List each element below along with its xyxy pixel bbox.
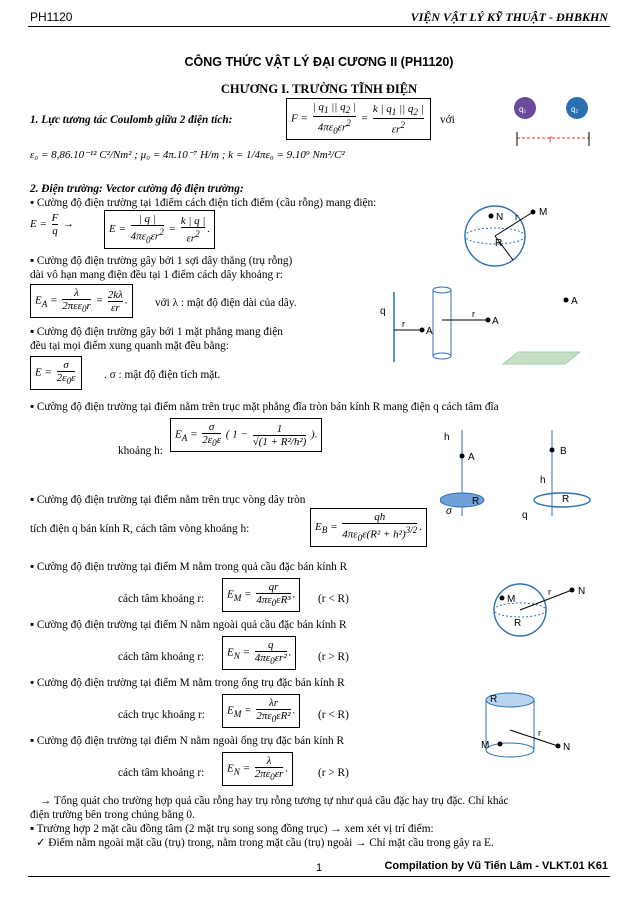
r-label-sphere: r — [515, 212, 518, 222]
cyl-in-cond: (r < R) — [318, 709, 349, 721]
plane-formula: E = $\frac{\sigma}{2\varepsilon_0\varepsilon}$ — [30, 356, 82, 390]
bullet-cyl-in: ▪ Cường độ điện trường tại điểm M nằm trong ống trụ đặc bán kính R — [30, 677, 345, 689]
bullet-sphere-in: ▪ Cường độ điện trường tại điểm M nằm trong quả cầu đặc bán kính R — [30, 561, 348, 573]
point-charge-formula: E = $\frac{| q |}{4\pi\varepsilon_0\varepsilon r^2}$ = $\frac{k | q |}{\varepsilon r^2}$ . — [104, 210, 215, 249]
line-charge-formula: $E_A$ = $\frac{\lambda}{2\pi\varepsilon\varepsilon_0r}$ = $\frac{2k\lambda}{\varepsilon r}$ . — [30, 284, 133, 318]
page-number: 1 — [315, 862, 323, 874]
h-label-disk: h — [444, 432, 450, 443]
q2-label: q₂ — [571, 105, 579, 114]
h-label-ring: h — [540, 475, 546, 486]
disk-formula: $E_A$ = $\frac{\sigma}{2\varepsilon_0\varepsilon}$ ( 1 − $\frac{1}{\text{√(1 + R²/h²)}}$ ). — [170, 418, 322, 452]
sphere-out-r: cách tâm khoảng r: — [118, 651, 205, 663]
bullet-plane: ▪ Cường độ điện trường gây bởi 1 mặt phẳng mang điện — [30, 326, 283, 338]
M-label-cyl: M — [481, 740, 490, 751]
sphere-in-formula: $E_M$ = $\frac{qr}{4\pi\varepsilon_0\varepsilon R^3}$ . — [222, 578, 300, 612]
solid-sphere-diagram — [490, 580, 590, 640]
general-note-3: ▪ Trường hợp 2 mặt cầu đồng tâm (2 mặt trụ song song đồng trục) → xem xét vị trí điểm: — [30, 823, 434, 835]
constants-line: ε₀ = 8,86.10⁻¹² C²/Nm² ; μ₀ = 4π.10⁻⁷ H/m ; k = 1/4πε₀ = 9.10⁹ Nm²/C² — [30, 149, 345, 161]
q-label-ring: q — [522, 510, 528, 520]
cyl-out-r: cách tâm khoảng r: — [118, 767, 205, 779]
sphere-out-formula: $E_N$ = $\frac{q}{4\pi\varepsilon_0\varepsilon r^2}$ . — [222, 636, 296, 670]
r-label-cyl: r — [472, 309, 475, 319]
N-label: N — [496, 212, 504, 223]
section-1-heading: 1. Lực tương tác Coulomb giữa 2 điện tích: — [30, 114, 233, 126]
sphere-in-cond: (r < R) — [318, 593, 349, 605]
q-label-line: q — [380, 306, 386, 317]
A-label-line: A — [426, 326, 433, 337]
R-label-solid: R — [514, 618, 522, 629]
general-note-2: điện trường bên trong chúng bằng 0. — [30, 809, 195, 821]
sigma-label: σ — [446, 506, 453, 517]
cyl-out-cond: (r > R) — [318, 767, 349, 779]
bullet-plane-2: đều tại mọi điểm xung quanh mặt đều bằng: — [30, 340, 229, 352]
chapter-title: CHƯƠNG I. TRƯỜNG TĨNH ĐIỆN — [220, 82, 418, 96]
with-word: với — [440, 114, 455, 126]
ring-formula: $E_B$ = $\frac{qh}{4\pi\varepsilon_0\varepsilon(R^2 + h^2)^{3/2}}$ . — [310, 508, 427, 547]
cyl-in-r: cách trục khoảng r: — [118, 709, 205, 721]
footer-divider — [28, 876, 610, 877]
bullet-disk: ▪ Cường độ điện trường tại điểm nằm trên trục mặt phẳng đĩa tròn bán kính R mang điện q cách tâm đĩa — [30, 401, 499, 413]
header-institute: VIỆN VẬT LÝ KỸ THUẬT - ĐHBKHN — [410, 10, 608, 24]
A-label-disk: A — [468, 452, 475, 463]
R-label-disk: R — [472, 496, 480, 507]
sphere-out-cond: (r > R) — [318, 651, 349, 663]
sphere-in-r: cách tâm khoảng r: — [118, 593, 205, 605]
R-label-ring: R — [562, 494, 570, 505]
credit-line: Compilation by Vũ Tiến Lâm - VLKT.01 K61 — [384, 860, 608, 872]
r-label-solid: r — [548, 587, 551, 597]
hollow-sphere-diagram — [455, 200, 570, 270]
cyl-in-formula: $E_M$ = $\frac{\lambda r}{2\pi\varepsilon_0\varepsilon R^2}$ . — [222, 694, 300, 728]
coulomb-formula: F = $\frac{| q_1 || q_2 |}{4\pi\varepsilon_0\varepsilon r^2}$ = $\frac{k | q_1 || q_2 |}{\varepsilon r^2}$ — [286, 98, 431, 140]
header-divider — [28, 26, 610, 27]
bullet-ring: ▪ Cường độ điện trường tại điểm nằm trên trục vòng dây tròn — [30, 494, 306, 506]
M-label: M — [539, 207, 548, 218]
disk-ring-diagram — [440, 428, 600, 520]
bullet-line-charge-2: dài vô hạn mang điện đều tại 1 điểm cách dây khoảng r: — [30, 269, 283, 281]
r-label-solid-cyl: r — [538, 728, 541, 738]
B-label-ring: B — [560, 446, 567, 457]
r-label: r — [549, 134, 553, 145]
q1-label: q₁ — [519, 105, 527, 114]
cyl-out-formula: $E_N$ = $\frac{\lambda}{2\pi\varepsilon_0\varepsilon r}$ . — [222, 752, 293, 786]
N-label-cyl: N — [563, 742, 571, 753]
section-2-heading: 2. Điện trường: Vector cường độ điện trường: — [30, 183, 244, 195]
bullet-cyl-out: ▪ Cường độ điện trường tại điểm N nằm ngoài ống trụ đặc bán kính R — [30, 735, 345, 747]
disk-h-label: khoảng h: — [118, 445, 163, 457]
R-label-sphere: R — [495, 238, 503, 249]
r-label-line: r — [402, 319, 405, 329]
A-label-plane: A — [571, 296, 578, 307]
bullet-ring-2: tích điện q bán kính R, cách tâm vòng khoảng h: — [30, 523, 250, 535]
line-cylinder-plane-diagram — [380, 282, 595, 367]
bullet-line-charge: ▪ Cường độ điện trường gây bởi 1 sợi dây thẳng (trụ rỗng) — [30, 255, 293, 267]
header-course-code: PH1120 — [30, 10, 73, 24]
sigma-note: . σ : mật độ điện tích mặt. — [104, 369, 221, 381]
M-label-sphere: M — [507, 594, 516, 605]
R-label-cyl: R — [490, 694, 498, 705]
bullet-point-charge: ▪ Cường độ điện trường tại 1điểm cách điện tích điểm (cầu rỗng) mang điện: — [30, 197, 377, 209]
general-note-1: → Tổng quát cho trường hợp quả cầu rỗng hay trụ rỗng tương tự như quả cầu đặc hay trụ đặc. Chỉ khác — [40, 795, 509, 807]
lambda-note: với λ : mật độ điện dài của dây. — [155, 297, 297, 309]
e-def: E = $\frac{F}{q}$ → — [30, 212, 75, 237]
N-label-sphere: N — [578, 586, 586, 597]
general-note-4: ✓ Điểm nằm ngoài mặt cầu (trụ) trong, nằm trong mặt cầu (trụ) ngoài → Chỉ mặt cầu trong gây ra E. — [36, 837, 494, 849]
page-title: CÔNG THỨC VẬT LÝ ĐẠI CƯƠNG II (PH1120) — [184, 55, 454, 69]
bullet-sphere-out: ▪ Cường độ điện trường tại điểm N nằm ngoài quả cầu đặc bán kính R — [30, 619, 347, 631]
solid-cylinder-diagram — [478, 690, 578, 762]
A-label-cyl: A — [492, 316, 499, 327]
coulomb-diagram — [505, 94, 597, 162]
